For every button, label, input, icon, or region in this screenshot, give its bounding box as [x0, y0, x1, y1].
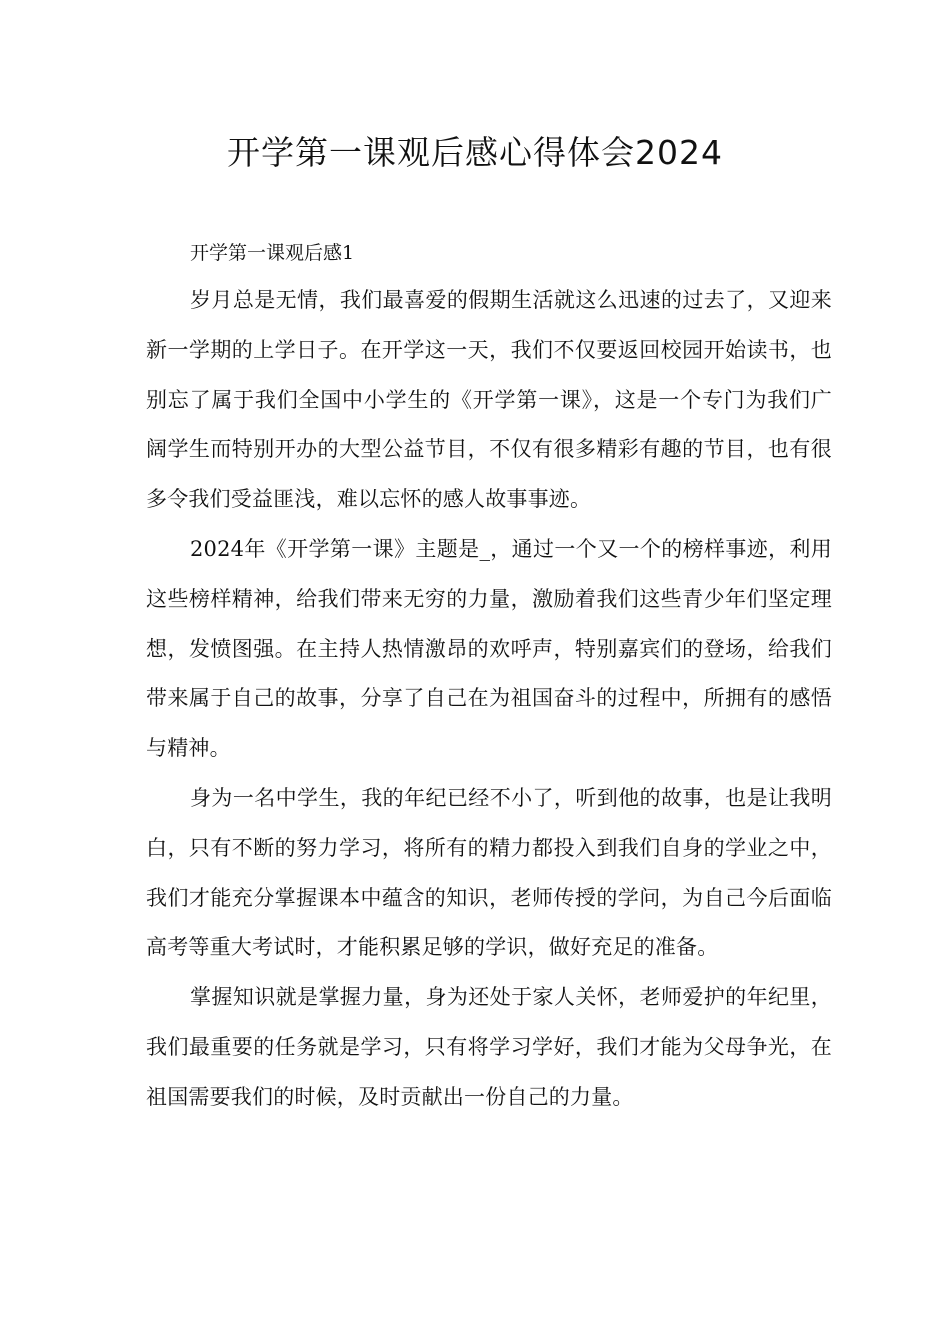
- paragraph-3: 身为一名中学生，我的年纪已经不小了，听到他的故事，也是让我明白，只有不断的努力学习，将所有的精力都投入到我们自身的学业之中，我们才能充分掌握课本中蕴含的知识，老师传授的学问，为自己今后面临高考等重大考试时，才能积累足够的学识，做好充足的准备。: [146, 785, 832, 960]
- section-subheading: 开学第一课观后感1: [190, 242, 355, 264]
- paragraph-1: 岁月总是无情，我们最喜爱的假期生活就这么迅速的过去了，又迎来新一学期的上学日子。在开学这一天，我们不仅要返回校园开始读书，也别忘了属于我们全国中小学生的《开学第一课》，这是一个专门为我们广阔学生而特别开办的大型公益节目，不仅有很多精彩有趣的节目，也有很多令我们受益匪浅，难以忘怀的感人故事事迹。: [146, 288, 832, 512]
- paragraph-2: 2024年《开学第一课》主题是_，通过一个又一个的榜样事迹，利用这些榜样精神，给我们带来无穷的力量，激励着我们这些青少年们坚定理想，发愤图强。在主持人热情激昂的欢呼声，特别嘉宾们的登场，给我们带来属于自己的故事，分享了自己在为祖国奋斗的过程中，所拥有的感悟与精神。: [146, 536, 832, 761]
- paragraph-4: 掌握知识就是掌握力量，身为还处于家人关怀，老师爱护的年纪里，我们最重要的任务就是学习，只有将学习学好，我们才能为父母争光，在祖国需要我们的时候，及时贡献出一份自己的力量。: [146, 985, 832, 1109]
- document-title: 开学第一课观后感心得体会2024: [227, 133, 723, 172]
- document-body: [146, 230, 832, 1123]
